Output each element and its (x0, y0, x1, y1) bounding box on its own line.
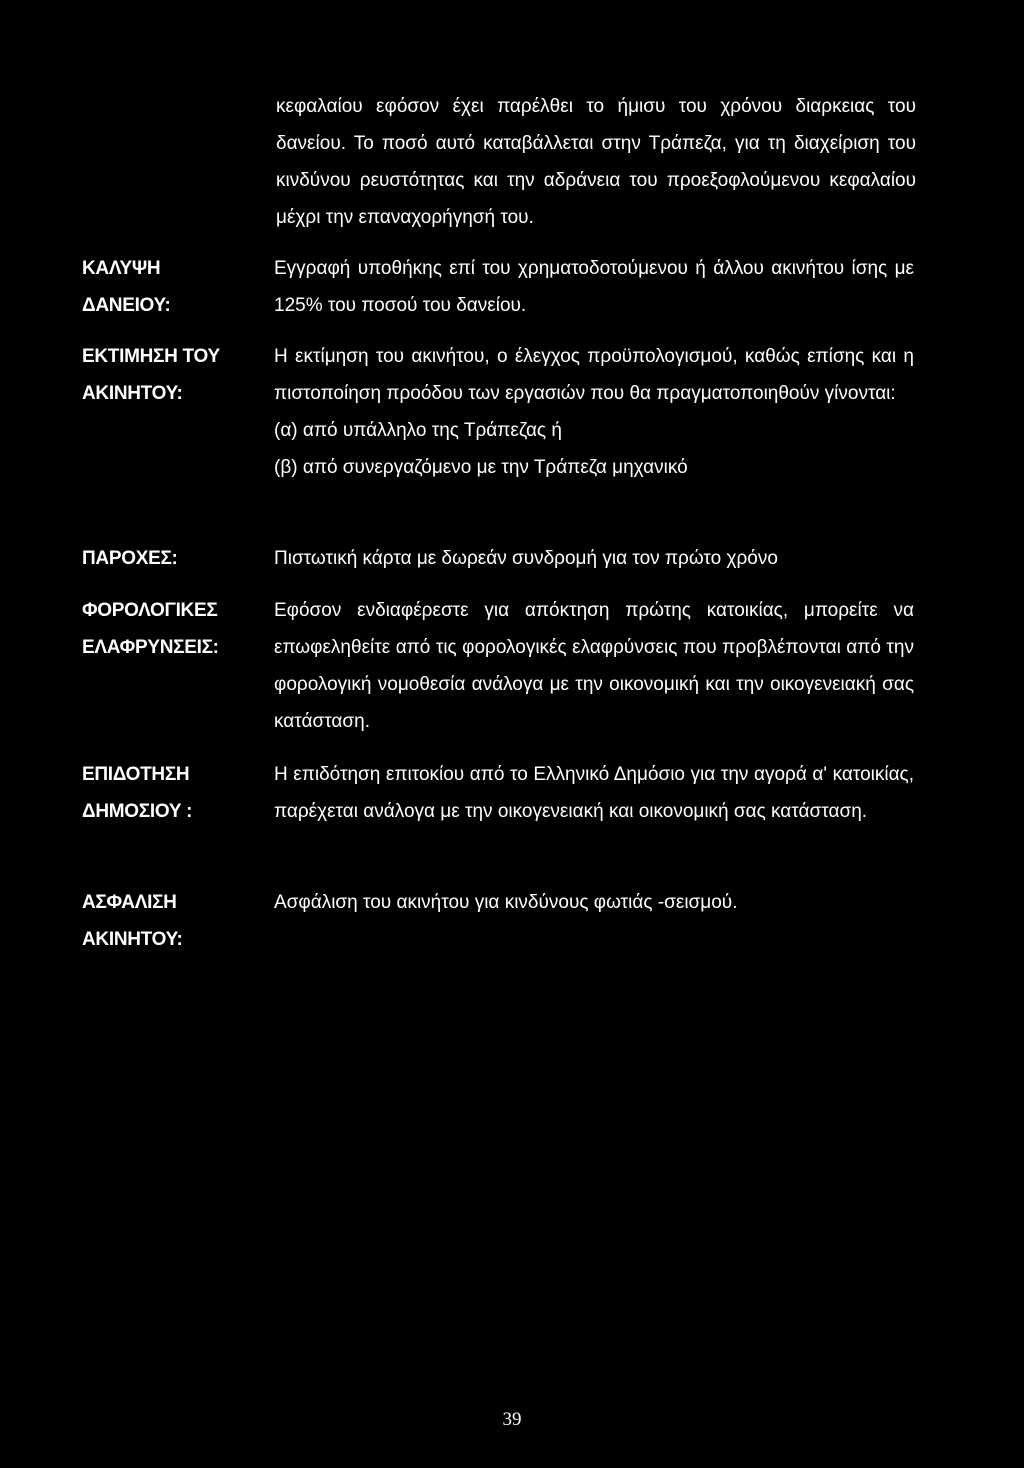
section-label-line: ΕΛΑΦΡΥΝΣΕΙΣ: (82, 637, 219, 658)
section-label-line: ΑΣΦΑΛΙΣΗ (82, 892, 177, 913)
list-item: (β) από συνεργαζόμενο με την Τράπεζα μηχανικό (274, 457, 688, 478)
section-text: Η εκτίμηση του ακινήτου, ο έλεγχος προϋπολογισμού, καθώς επίσης και η πιστοποίηση προόδου των εργασιών που θα πραγματοποιηθούν γίνονται: (274, 346, 914, 404)
section-label-line: ΑΚΙΝΗΤΟΥ: (82, 383, 183, 404)
section-text: Πιστωτική κάρτα με δωρεάν συνδρομή για τον πρώτο χρόνο (274, 548, 778, 569)
page-number: 39 (502, 1409, 522, 1430)
section-label (82, 540, 272, 577)
section-label (82, 338, 272, 412)
section-label-line: ΦΟΡΟΛΟΓΙΚΕΣ (82, 600, 218, 621)
section-label-line: ΔΑΝΕΙΟΥ: (82, 295, 171, 316)
section-text: Εφόσον ενδιαφέρεστε για απόκτηση πρώτης κατοικίας, μπορείτε να επωφεληθείτε από τις φορολογικές ελαφρύνσεις που προβλέπονται από την φορολογική νομοθεσία ανάλογα με την οικονομική και την οικογενειακή σας κατάσταση. (274, 600, 914, 732)
list-item: (α) από υπάλληλο της Τράπεζας ή (274, 420, 562, 441)
section-label (82, 884, 272, 958)
section-label-line: ΕΚΤΙΜΗΣΗ ΤΟΥ (82, 346, 220, 367)
section-label-line: ΑΚΙΝΗΤΟΥ: (82, 929, 183, 950)
intro-paragraph: κεφαλαίου εφόσον έχει παρέλθει το ήμισυ του χρόνου διαρκειας του δανείου. Το ποσό αυτό καταβάλλεται στην Τράπεζα, για τη διαχείριση του κινδύνου ρευστότητας και την αδράνεια του προεξοφλούμενου κεφαλαίου μέχρι την επαναχορήγησή του. (276, 96, 916, 228)
section-body (274, 338, 914, 486)
section-label-line: ΠΑΡΟΧΕΣ: (82, 548, 178, 569)
section-text: Εγγραφή υποθήκης επί του χρηματοδοτούμενου ή άλλου ακινήτου ίσης με 125% του ποσού του δανείου. (274, 258, 914, 316)
section-label (82, 250, 272, 324)
section-label-line: ΕΠΙΔΟΤΗΣΗ (82, 764, 190, 785)
section-text: Ασφάλιση του ακινήτου για κινδύνους φωτιάς -σεισμού. (274, 892, 738, 913)
section-label (82, 756, 272, 830)
section-text: Η επιδότηση επιτοκίου από το Ελληνικό Δημόσιο για την αγορά α' κατοικίας, παρέχεται ανάλογα με την οικογενειακή και οικονομική σας κατάσταση. (274, 764, 914, 822)
section-label-line: ΔΗΜΟΣΙΟΥ : (82, 801, 193, 822)
section-label (82, 592, 272, 666)
section-label-line: ΚΑΛΥΨΗ (82, 258, 161, 279)
